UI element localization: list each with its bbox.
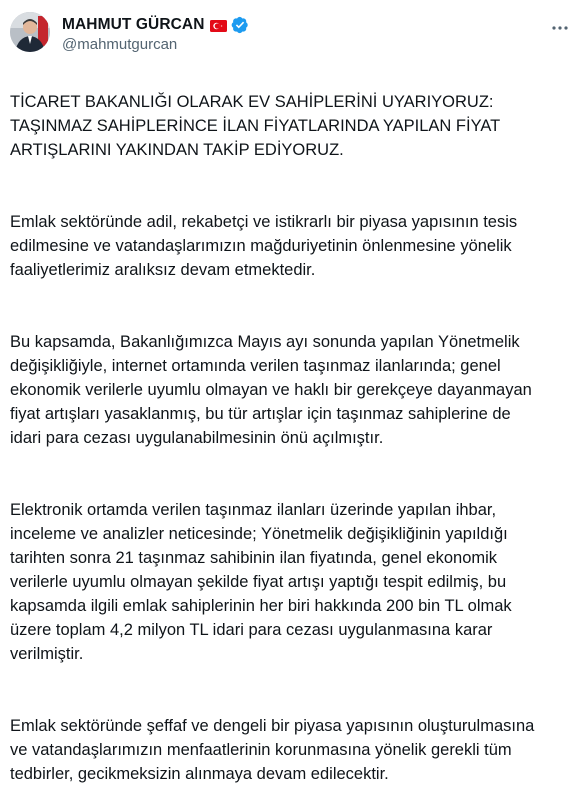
name-row [62, 15, 249, 35]
tweet-paragraph: Emlak sektöründe adil, rekabetçi ve istikrarlı bir piyasa yapısının tesis edilmesine ve vatandaşlarımızın mağduriyetinin önlenmesine yönelik faaliyetlerimiz aralıksız devam etmektedir. [10, 213, 518, 279]
tweet-text [10, 66, 575, 810]
author-handle[interactable]: @mahmutgurcan [62, 36, 178, 53]
author-names [62, 15, 249, 53]
turkey-flag-icon [210, 19, 227, 31]
tweet-header [10, 12, 249, 56]
tweet-paragraph: TİCARET BAKANLIĞI OLARAK EV SAHİPLERİNİ UYARIYORUZ: TAŞINMAZ SAHİPLERİNCE İLAN FİYATLARINDA YAPILAN FİYAT ARTIŞLARINI YAKINDAN TAKİP EDİYORUZ. [10, 93, 501, 159]
avatar[interactable] [10, 12, 50, 52]
verified-badge-icon[interactable] [231, 16, 249, 34]
author-display-name[interactable]: MAHMUT GÜRCAN [62, 16, 205, 33]
tweet-paragraph: Bu kapsamda, Bakanlığımızca Mayıs ayı sonunda yapılan Yönetmelik değişikliğiyle, internet ortamında verilen taşınmaz ilanlarında; genel ekonomik verilerle uyumlu olmayan ve haklı bir gerekçeye dayanmayan fiyat artışları yasaklanmış, bu tür artışlar için taşınmaz sahiplerine de idari para cezası uygulanabilmesinin önü açılmıştır. [10, 333, 532, 447]
tweet-paragraph: Emlak sektöründe şeffaf ve dengeli bir piyasa yapısının oluşturulmasına ve vatandaşlarımızın menfaatlerinin korunmasına yönelik gerekli tüm tedbirler, gecikmeksizin alınmaya devam edilecektir. [10, 717, 535, 783]
tweet-paragraph: Elektronik ortamda verilen taşınmaz ilanları üzerinde yapılan ihbar, inceleme ve analizler neticesinde; Yönetmelik değişikliğinin yapıldığı tarihten sonra 21 taşınmaz sahibinin ilan fiyatında, genel ekonomik verilerle uyumlu olmayan şekilde fiyat artışı yaptığı tespit edilmiş, bu kapsamda ilgili emlak sahiplerinin her biri hakkında 200 bin TL olmak üzere toplam 4,2 milyon TL idari para cezası uygulanmasına karar verilmiştir. [10, 501, 512, 663]
more-options-icon[interactable] [550, 18, 570, 38]
